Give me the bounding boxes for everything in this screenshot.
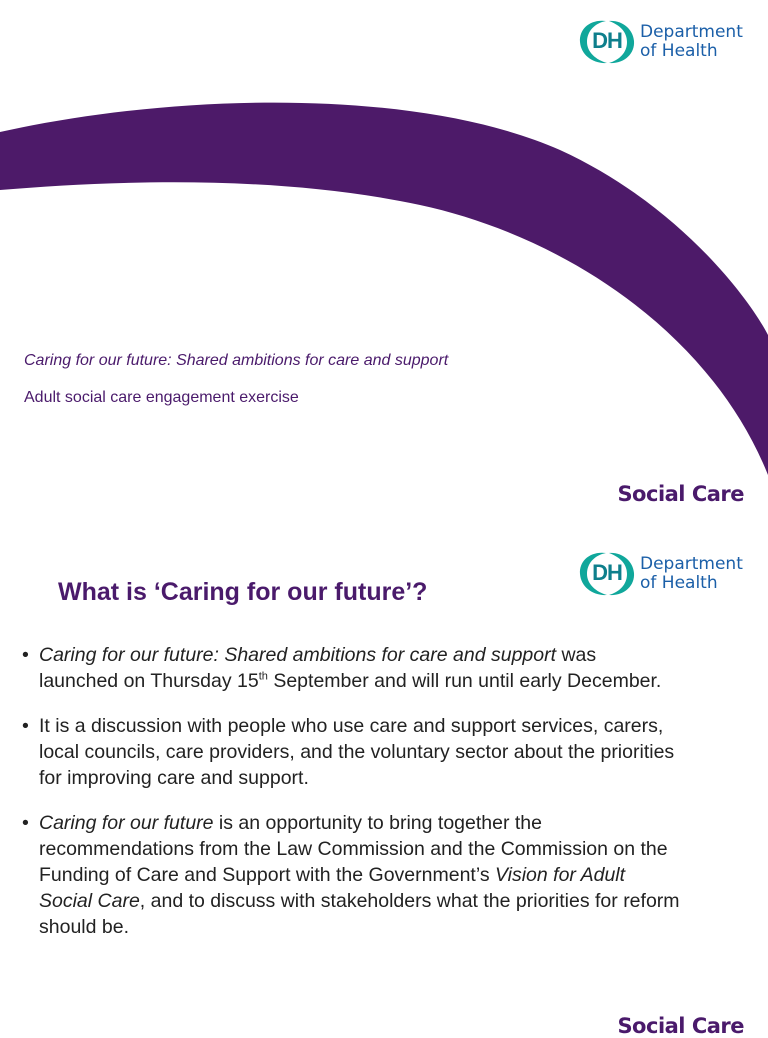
- slide-subtitle: Caring for our future: Shared ambitions for care and support: [24, 352, 449, 369]
- bullet-italic: Caring for our future: [39, 812, 214, 834]
- bullet-text: September and will run until early December.: [267, 670, 662, 692]
- bullet-dot: •: [22, 812, 29, 834]
- department-of-health-logo: [576, 549, 743, 599]
- bullet-list: [20, 642, 680, 959]
- logo-initials: DH: [592, 28, 622, 53]
- social-care-brand: Social Care: [617, 482, 744, 506]
- bullet-italic: Vision for Adult Social Care: [39, 864, 626, 912]
- social-care-brand: Social Care: [617, 1014, 744, 1038]
- logo-line-2: of Health: [640, 41, 718, 61]
- content-slide: [0, 530, 768, 1038]
- bullet-dot: •: [22, 644, 29, 666]
- bullet-italic: Caring for our future: Shared ambitions for care and support: [39, 644, 557, 666]
- bullet-text: , and to discuss with stakeholders what the priorities for reform should be.: [39, 890, 680, 938]
- logo-initials: DH: [592, 560, 622, 585]
- bullet-item-launch: [20, 642, 680, 694]
- ordinal-suffix: th: [258, 670, 268, 683]
- bullet-text: It is a discussion with people who use care and support services, carers, local councils, care providers, and the voluntary sector about the priorities for improving care and support.: [39, 715, 675, 789]
- logo-line-2: of Health: [640, 573, 718, 593]
- slide-heading: What is ‘Caring for our future’?: [58, 578, 428, 606]
- bullet-item-opportunity: [20, 810, 680, 940]
- dh-logo-icon: [576, 549, 638, 599]
- department-of-health-logo: [576, 17, 743, 67]
- bullet-dot: •: [22, 715, 29, 737]
- bullet-text: was launched on Thursday 15: [39, 644, 597, 692]
- bullet-text: is an opportunity to bring together the recommendations from the Law Commission and the Commission on the Funding of Care and Support with the Government’s: [39, 812, 668, 886]
- dh-logo-icon: [576, 17, 638, 67]
- logo-wordmark: [640, 23, 743, 61]
- logo-line-1: Department: [640, 554, 743, 574]
- bullet-item-discussion: [20, 713, 680, 791]
- logo-line-1: Department: [640, 22, 743, 42]
- slide-subline: Adult social care engagement exercise: [24, 389, 299, 406]
- logo-wordmark: [640, 555, 743, 593]
